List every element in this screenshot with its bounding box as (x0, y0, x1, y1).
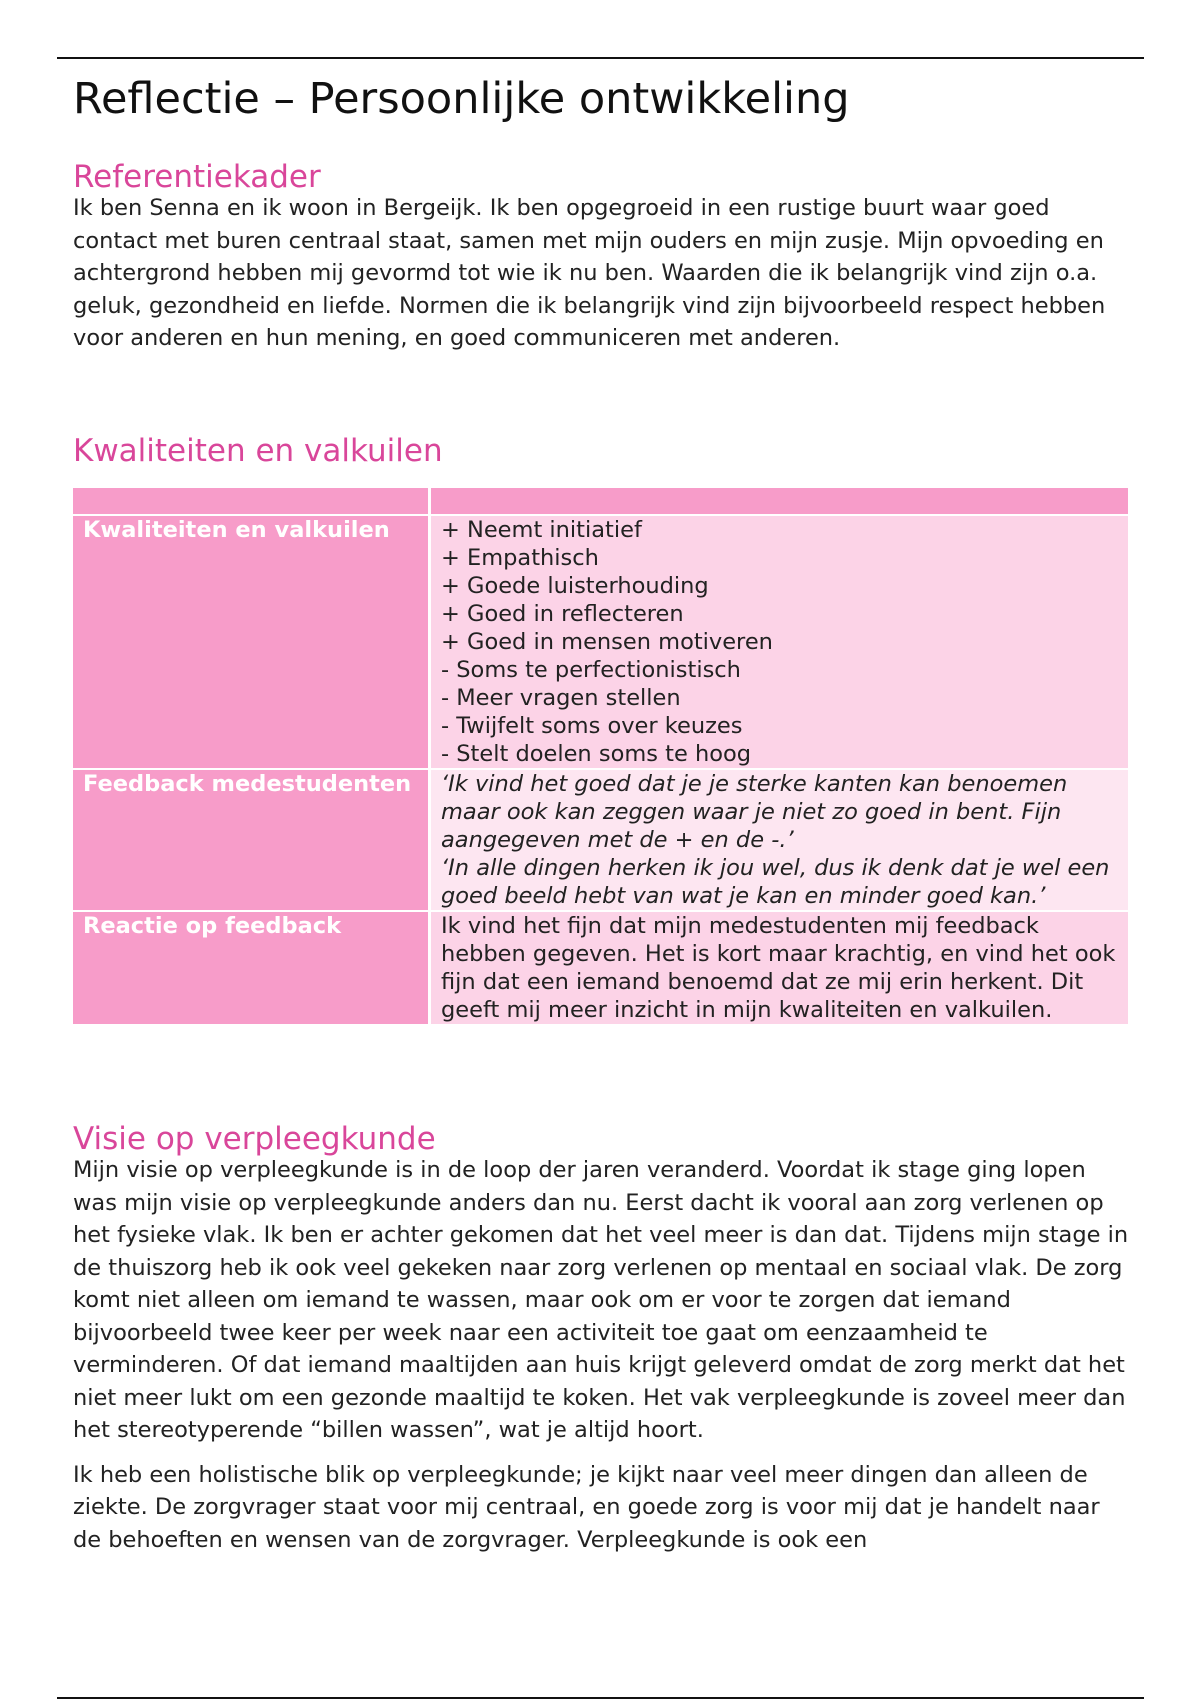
table-header-cell (431, 488, 1128, 516)
row-label: Feedback medestudenten (73, 770, 431, 912)
list-item: - Stelt doelen soms te hoog (441, 741, 752, 767)
list-item: - Meer vragen stellen (441, 685, 681, 711)
row-label: Kwaliteiten en valkuilen (73, 516, 431, 770)
list-item: + Goed in reflecteren (441, 601, 684, 627)
list-item: - Twijfelt soms over keuzes (441, 713, 743, 739)
table-row (73, 912, 1128, 1026)
list-item: + Neemt initiatief (441, 517, 642, 543)
feedback-quote: ‘In alle dingen herken ik jou wel, dus ik denk dat je wel een goed beeld hebt van wat je kan en minder goed kan.’ (441, 855, 1110, 909)
table-row (73, 516, 1128, 770)
section-body: Ik ben Senna en ik woon in Bergeijk. Ik ben opgegroeid in een rustige buurt waar goed contact met buren centraal staat, samen met mijn ouders en mijn zusje. Mijn opvoeding en achtergrond hebben mij gevormd tot wie ik nu ben. Waarden die ik belangrijk vind zijn o.a. geluk, gezondheid en liefde. Normen die ik belangrijk vind zijn bijvoorbeeld respect hebben voor anderen en hun mening, en goed communiceren met anderen. (73, 195, 1106, 351)
section-heading: Kwaliteiten en valkuilen (73, 433, 443, 469)
reaction-text: Ik vind het fijn dat mijn medestudenten mij feedback hebben gegeven. Het is kort maar krachtig, en vind het ook fijn dat een iemand benoemd dat ze mij erin herkent. Dit geeft mij meer inzicht in mijn kwaliteiten en valkuilen. (441, 913, 1116, 1023)
feedback-quote: ‘Ik vind het goed dat je je sterke kanten kan benoemen maar ook kan zeggen waar je niet zo goed in bent. Fijn aangegeven met de + en de -.’ (441, 771, 1068, 853)
list-item: + Empathisch (441, 545, 599, 571)
table-header-cell (73, 488, 431, 516)
qualities-table (73, 488, 1128, 1026)
list-item: + Goede luisterhouding (441, 573, 709, 599)
section-heading: Referentiekader (73, 159, 321, 195)
page-title: Reflectie – Persoonlijke ontwikkeling (73, 74, 850, 124)
row-value (431, 770, 1128, 912)
section-paragraph: Ik heb een holistische blik op verpleegkunde; je kijkt naar veel meer dingen dan alleen de ziekte. De zorgvrager staat voor mij centraal, en goede zorg is voor mij dat je handelt naar de behoeften en wensen van de zorgvrager. Verpleegkunde is ook een (73, 1461, 1100, 1553)
row-label: Reactie op feedback (73, 912, 431, 1026)
section-visie (73, 1118, 1133, 1556)
document-page (73, 70, 1133, 1553)
section-heading: Visie op verpleegkunde (73, 1121, 436, 1157)
bottom-rule (57, 1697, 1144, 1699)
section-paragraph: Mijn visie op verpleegkunde is in de loop der jaren veranderd. Voordat ik stage ging lopen was mijn visie op verpleegkunde anders dan nu. Eerst dacht ik vooral aan zorg verlenen op het fysieke vlak. Ik ben er achter gekomen dat het veel meer is dan dat. Tijdens mijn stage in de thuiszorg heb ik ook veel gekeken naar zorg verlenen op mentaal en sociaal vlak. De zorg komt niet alleen om iemand te wassen, maar ook om er voor te zorgen dat iemand bijvoorbeeld twee keer per week naar een activiteit toe gaat om eenzaamheid te verminderen. Of dat iemand maaltijden aan huis krijgt geleverd omdat de zorg merkt dat het niet meer lukt om een gezonde maaltijd te koken. Het vak verpleegkunde is zoveel meer dan het stereotyperende “billen wassen”, wat je altijd hoort. (73, 1157, 1129, 1443)
row-value (431, 516, 1128, 770)
top-rule (57, 57, 1144, 59)
table-header-row (73, 488, 1128, 516)
row-value (431, 912, 1128, 1026)
section-referentiekader (73, 156, 1133, 355)
table-row (73, 770, 1128, 912)
list-item: + Goed in mensen motiveren (441, 629, 773, 655)
section-kwaliteiten (73, 430, 1133, 472)
list-item: - Soms te perfectionistisch (441, 657, 741, 683)
